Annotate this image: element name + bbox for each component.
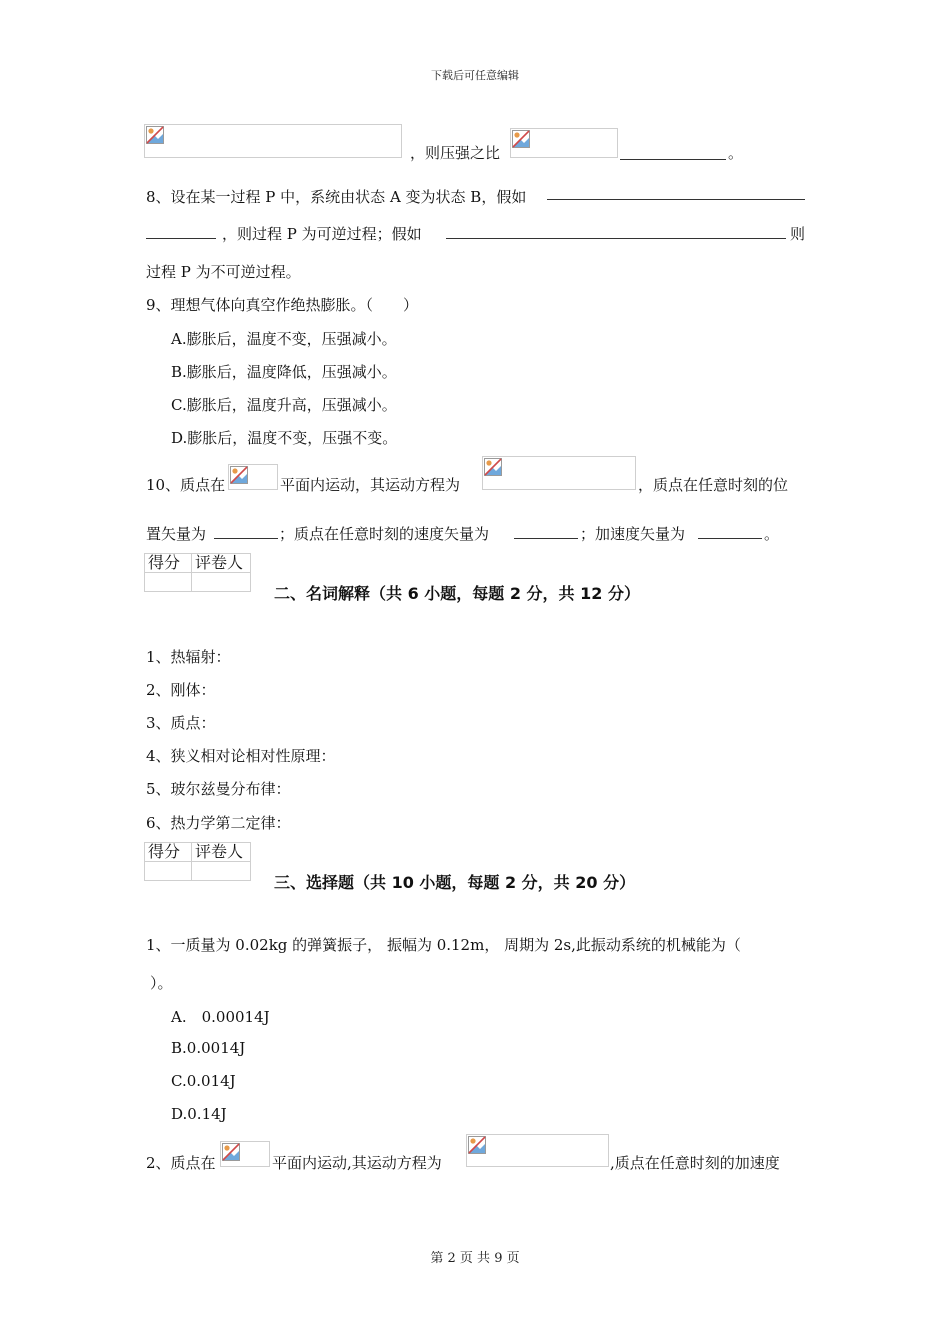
q8-line1: 8、设在某一过程 P 中，系统由状态 A 变为状态 B，假如	[146, 188, 527, 206]
q9-option-c: C.膨胀后，温度升高，压强减小。	[171, 396, 397, 414]
broken-image-icon	[468, 1136, 486, 1154]
s3-q1-option-d: D.0.14J	[171, 1105, 227, 1123]
q8-line3: 过程 P 为不可逆过程。	[146, 263, 301, 281]
grader-header: 评卷人	[192, 554, 251, 573]
score-table	[144, 553, 251, 592]
answer-blank	[698, 538, 762, 539]
s3-q1-line1: 1、一质量为 0.02kg 的弹簧振子， 振幅为 0.12m， 周期为 2s,此振动系统的机械能为（	[146, 936, 741, 954]
page-header: 下载后可任意编辑	[431, 69, 519, 82]
formula-image	[228, 464, 278, 490]
ratio-text: ，则压强之比	[410, 144, 501, 162]
q9-option-a: A.膨胀后，温度不变，压强减小。	[171, 330, 397, 348]
answer-blank	[146, 238, 216, 239]
formula-image	[220, 1141, 270, 1167]
answer-blank	[514, 538, 578, 539]
formula-image	[466, 1134, 609, 1167]
page-footer: 第 2 页 共 9 页	[430, 1251, 520, 1266]
term-item: 2、刚体：	[146, 681, 216, 699]
s3-q2-part-c: ,质点在任意时刻的加速度	[610, 1154, 780, 1172]
s3-q1-option-a: A. 0.00014J	[171, 1008, 270, 1026]
q10-part-b: 平面内运动，其运动方程为	[280, 476, 461, 494]
term-item: 3、质点：	[146, 714, 216, 732]
score-cell	[145, 862, 192, 881]
s3-q1-option-b: B.0.0014J	[171, 1039, 246, 1057]
formula-image	[144, 124, 402, 158]
broken-image-icon	[222, 1143, 240, 1161]
q10-line2a: 置矢量为	[146, 525, 207, 543]
broken-image-icon	[484, 458, 502, 476]
formula-image	[482, 456, 636, 490]
broken-image-icon	[512, 130, 530, 148]
score-cell	[145, 573, 192, 592]
q10-part-a: 10、质点在	[146, 476, 226, 494]
term-item: 4、狭义相对论相对性原理：	[146, 747, 336, 765]
section-2-title: 二、名词解释（共 6 小题，每题 2 分，共 12 分）	[274, 584, 640, 603]
q10-line2d: 。	[764, 525, 780, 543]
answer-blank	[547, 199, 805, 200]
q10-line2b: ；质点在任意时刻的速度矢量为	[279, 525, 490, 543]
term-item: 6、热力学第二定律：	[146, 814, 291, 832]
answer-blank	[214, 538, 278, 539]
period-text: 。	[728, 144, 744, 162]
score-header: 得分	[145, 554, 192, 573]
q9-option-b: B.膨胀后，温度降低，压强减小。	[171, 363, 397, 381]
grader-header: 评卷人	[192, 843, 251, 862]
q9-stem: 9、理想气体向真空作绝热膨胀。（ ）	[146, 296, 419, 314]
broken-image-icon	[230, 466, 248, 484]
answer-blank	[446, 238, 786, 239]
broken-image-icon	[146, 126, 164, 144]
formula-image	[510, 128, 618, 158]
s3-q1-line2: ）。	[150, 974, 173, 992]
grader-cell	[192, 862, 251, 881]
q8-line2a: ，则过程 P 为可逆过程；假如	[222, 225, 422, 243]
s3-q2-part-a: 2、质点在	[146, 1154, 216, 1172]
term-item: 1、热辐射：	[146, 648, 231, 666]
q10-part-c: ，质点在任意时刻的位	[638, 476, 789, 494]
term-item: 5、玻尔兹曼分布律：	[146, 780, 291, 798]
answer-blank	[620, 146, 726, 160]
q8-line2b: 则	[790, 225, 806, 243]
score-table	[144, 842, 251, 881]
q10-line2c: ；加速度矢量为	[580, 525, 686, 543]
score-header: 得分	[145, 843, 192, 862]
grader-cell	[192, 573, 251, 592]
section-3-title: 三、选择题（共 10 小题，每题 2 分，共 20 分）	[274, 873, 636, 892]
q9-option-d: D.膨胀后，温度不变，压强不变。	[171, 429, 398, 447]
s3-q1-option-c: C.0.014J	[171, 1072, 236, 1090]
s3-q2-part-b: 平面内运动,其运动方程为	[272, 1154, 442, 1172]
